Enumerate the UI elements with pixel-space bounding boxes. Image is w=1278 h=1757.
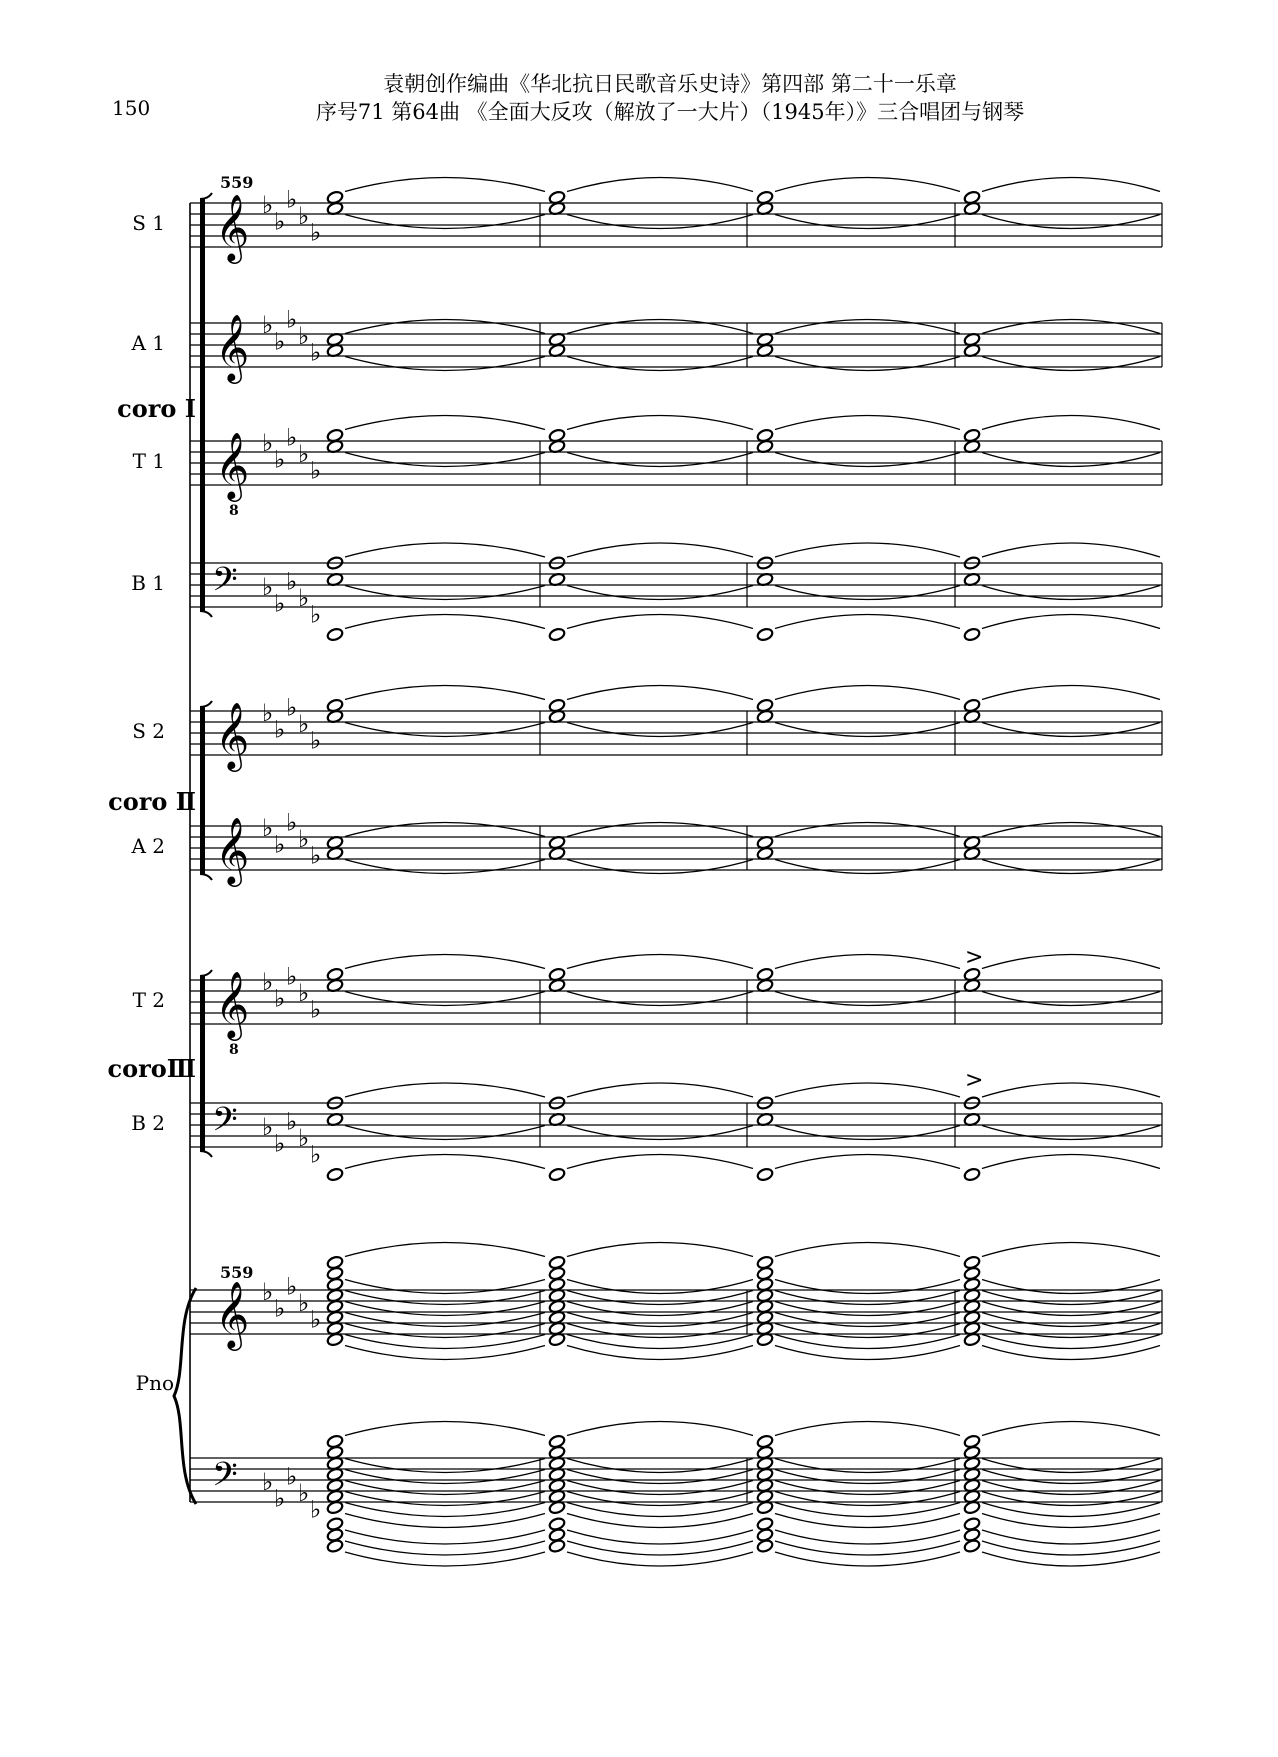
tie: [345, 1514, 545, 1528]
tie: [567, 1552, 753, 1566]
flat-icon: ♭: [298, 584, 310, 612]
tie: [567, 543, 753, 557]
tie: [982, 723, 1160, 737]
tie: [345, 1541, 545, 1555]
tie: [775, 453, 960, 467]
flat-icon: ♭: [298, 1289, 310, 1317]
tie: [345, 1422, 545, 1436]
flat-icon: ♭: [298, 979, 310, 1007]
tie: [982, 543, 1160, 557]
tie: [345, 723, 545, 737]
whole-note: [548, 627, 566, 642]
flat-icon: ♭: [310, 456, 322, 485]
tie: [982, 1291, 1160, 1305]
flat-icon: ♭: [286, 1462, 298, 1491]
tie: [567, 1530, 753, 1544]
tie: [982, 1503, 1160, 1517]
tie: [775, 178, 960, 192]
tie: [567, 178, 753, 192]
flat-icon: ♭: [298, 710, 310, 738]
flat-icon: ♭: [310, 995, 322, 1024]
tie: [345, 686, 545, 700]
piano-staff-bass: [190, 1422, 1162, 1567]
tie: [982, 215, 1160, 229]
tie: [982, 1530, 1160, 1544]
tie: [567, 1335, 753, 1349]
tie: [567, 1346, 753, 1360]
flat-icon: ♭: [262, 968, 274, 996]
staff-label-a1: A 1: [131, 331, 165, 355]
flat-icon: ♭: [274, 1129, 286, 1158]
tie: [345, 320, 545, 334]
tie: [775, 955, 960, 969]
tie: [775, 992, 960, 1006]
tie: [982, 860, 1160, 874]
tie: [982, 453, 1160, 467]
flat-icon: ♭: [262, 573, 274, 601]
header-title-line: 袁朝创作编曲《华北抗日民歌音乐史诗》第四部 第二十一乐章: [383, 72, 957, 96]
tie: [567, 1313, 753, 1327]
tie: [567, 1422, 753, 1436]
flat-icon: ♭: [274, 589, 286, 618]
tie: [567, 586, 753, 600]
flat-icon: ♭: [310, 841, 322, 870]
piano-brace: [174, 1288, 196, 1504]
choir-bracket: [200, 976, 205, 1151]
whole-note: [963, 1167, 981, 1182]
tie: [775, 823, 960, 837]
tie: [567, 860, 753, 874]
flat-icon: ♭: [310, 218, 322, 247]
tie: [982, 1324, 1160, 1338]
tie: [345, 1280, 545, 1294]
accent-icon: >: [965, 1068, 984, 1093]
treble-clef-icon: 𝄞: [215, 431, 250, 499]
tie: [775, 1335, 960, 1349]
tie: [345, 416, 545, 430]
tie: [567, 686, 753, 700]
staff-label-t1: T 1: [132, 449, 165, 473]
tie: [982, 1470, 1160, 1484]
flat-icon: ♭: [298, 440, 310, 468]
tie: [982, 1313, 1160, 1327]
whole-note: [756, 1539, 774, 1554]
tie: [567, 1503, 753, 1517]
flat-icon: ♭: [274, 445, 286, 474]
tie: [982, 1459, 1160, 1473]
tie: [775, 860, 960, 874]
tie: [775, 215, 960, 229]
flat-icon: ♭: [286, 185, 298, 214]
tie: [775, 320, 960, 334]
tie: [982, 1243, 1160, 1257]
flat-icon: ♭: [274, 1484, 286, 1513]
flat-icon: ♭: [274, 327, 286, 356]
whole-note: [756, 627, 774, 642]
flat-icon: ♭: [274, 1294, 286, 1323]
tie: [775, 1541, 960, 1555]
tie: [775, 1459, 960, 1473]
tie: [982, 1126, 1160, 1140]
flat-icon: ♭: [298, 825, 310, 853]
tie: [567, 453, 753, 467]
tie: [345, 1083, 545, 1097]
flat-icon: ♭: [274, 984, 286, 1013]
tie: [775, 1503, 960, 1517]
tie: [775, 1422, 960, 1436]
staff-s2: [190, 686, 1162, 773]
flat-icon: ♭: [262, 1113, 274, 1141]
tie: [982, 1422, 1160, 1436]
tie: [775, 1481, 960, 1495]
tie: [775, 1346, 960, 1360]
staff-a2: [190, 809, 1162, 888]
whole-note: [548, 1167, 566, 1182]
flat-icon: ♭: [310, 338, 322, 367]
whole-note: [963, 627, 981, 642]
tie: [567, 992, 753, 1006]
flat-icon: ♭: [262, 191, 274, 219]
flat-icon: ♭: [262, 699, 274, 727]
flat-icon: ♭: [310, 600, 322, 629]
tie: [567, 615, 753, 629]
tie: [775, 357, 960, 371]
flat-icon: ♭: [262, 311, 274, 339]
tie: [345, 1503, 545, 1517]
tie: [775, 543, 960, 557]
tie: [345, 1155, 545, 1169]
flat-icon: ♭: [274, 207, 286, 236]
tie: [982, 615, 1160, 629]
tie: [345, 955, 545, 969]
tie: [345, 1481, 545, 1495]
tie: [982, 416, 1160, 430]
whole-note: [326, 1167, 344, 1182]
choir-group-label: coro Ⅰ: [117, 394, 196, 423]
piano-staff-treble: [190, 1243, 1162, 1360]
treble-clef-icon: 𝄞: [215, 313, 250, 381]
tie: [982, 1492, 1160, 1506]
tie: [345, 823, 545, 837]
flat-icon: ♭: [274, 715, 286, 744]
tie: [982, 1335, 1160, 1349]
flat-icon: ♭: [310, 1140, 322, 1169]
tie: [345, 178, 545, 192]
flat-icon: ♭: [262, 1278, 274, 1306]
piano-label: Pno.: [135, 1371, 180, 1395]
flat-icon: ♭: [274, 830, 286, 859]
flat-icon: ♭: [286, 305, 298, 334]
staff-label-s2: S 2: [132, 719, 165, 743]
tie: [982, 178, 1160, 192]
tie: [775, 1324, 960, 1338]
tie: [345, 860, 545, 874]
tie: [775, 686, 960, 700]
staff-label-b1: B 1: [131, 571, 165, 595]
treble-clef-icon: 𝄞: [215, 1280, 250, 1348]
staff-b1: [190, 543, 1162, 642]
flat-icon: ♭: [286, 567, 298, 596]
flat-icon: ♭: [286, 962, 298, 991]
tie: [345, 1313, 545, 1327]
tie: [982, 1083, 1160, 1097]
tie: [982, 1514, 1160, 1528]
tie: [982, 320, 1160, 334]
treble-clef-icon: 𝄞: [215, 701, 250, 769]
treble-clef-icon: 𝄞: [215, 816, 250, 884]
tie: [775, 1530, 960, 1544]
tie: [345, 586, 545, 600]
tie: [345, 1243, 545, 1257]
whole-note: [326, 627, 344, 642]
treble-clef-icon: 𝄞: [215, 970, 250, 1038]
tie: [567, 1514, 753, 1528]
tie: [345, 1302, 545, 1316]
tie: [775, 1126, 960, 1140]
tie: [345, 1530, 545, 1544]
tie: [567, 320, 753, 334]
flat-icon: ♭: [262, 814, 274, 842]
tie: [982, 1552, 1160, 1566]
tie: [345, 1552, 545, 1566]
tie: [345, 1470, 545, 1484]
flat-icon: ♭: [286, 1107, 298, 1136]
flat-icon: ♭: [310, 726, 322, 755]
tie: [345, 615, 545, 629]
tie: [567, 1459, 753, 1473]
tie: [345, 357, 545, 371]
tie: [567, 416, 753, 430]
tie: [775, 586, 960, 600]
octave-mark: 8: [229, 503, 239, 519]
bass-clef-icon: 𝄢: [212, 1101, 238, 1147]
staff-s1: [190, 178, 1162, 265]
tie: [345, 453, 545, 467]
page-number: 150: [112, 96, 151, 120]
tie: [345, 215, 545, 229]
flat-icon: ♭: [298, 1479, 310, 1507]
tie: [567, 1126, 753, 1140]
flat-icon: ♭: [262, 1468, 274, 1496]
tie: [775, 1514, 960, 1528]
tie: [345, 1459, 545, 1473]
flat-icon: ♭: [298, 1124, 310, 1152]
piano-measure-number: 559: [220, 1263, 254, 1282]
tie: [567, 1470, 753, 1484]
tie: [567, 823, 753, 837]
flat-icon: ♭: [286, 1272, 298, 1301]
measure-number: 559: [220, 173, 254, 192]
tie: [982, 686, 1160, 700]
tie: [775, 1552, 960, 1566]
tie: [345, 1126, 545, 1140]
tie: [567, 1083, 753, 1097]
tie: [982, 1481, 1160, 1495]
tie: [567, 1541, 753, 1555]
tie: [775, 1243, 960, 1257]
whole-note: [548, 1539, 566, 1554]
tie: [567, 1291, 753, 1305]
tie: [982, 1155, 1160, 1169]
tie: [982, 357, 1160, 371]
tie: [775, 723, 960, 737]
tie: [567, 955, 753, 969]
accent-icon: >: [965, 945, 984, 970]
bass-clef-icon: 𝄢: [212, 1456, 238, 1502]
flat-icon: ♭: [286, 808, 298, 837]
tie: [775, 1291, 960, 1305]
staves: [190, 178, 1162, 1567]
tie: [775, 1313, 960, 1327]
tie: [775, 1492, 960, 1506]
staff-t2: [190, 945, 1162, 1058]
tie: [982, 1280, 1160, 1294]
tie: [567, 215, 753, 229]
tie: [567, 1324, 753, 1338]
flat-icon: ♭: [262, 429, 274, 457]
tie: [567, 1155, 753, 1169]
tie: [775, 615, 960, 629]
tie: [982, 992, 1160, 1006]
flat-icon: ♭: [298, 322, 310, 350]
flat-icon: ♭: [286, 693, 298, 722]
tie: [567, 1481, 753, 1495]
whole-note: [326, 1539, 344, 1554]
tie: [345, 543, 545, 557]
tie: [982, 1541, 1160, 1555]
tie: [345, 1324, 545, 1338]
staff-a1: [190, 306, 1162, 385]
tie: [982, 586, 1160, 600]
tie: [982, 1346, 1160, 1360]
tie: [982, 955, 1160, 969]
staff-t1: [190, 416, 1162, 520]
tie: [345, 1335, 545, 1349]
choir-group-label: coro Ⅱ: [108, 787, 196, 816]
staff-label-a2: A 2: [131, 834, 165, 858]
treble-clef-icon: 𝄞: [215, 193, 250, 261]
choir-bracket: [200, 199, 205, 611]
tie: [567, 723, 753, 737]
flat-icon: ♭: [310, 1305, 322, 1334]
whole-note: [963, 1539, 981, 1554]
tie: [775, 1083, 960, 1097]
flat-icon: ♭: [298, 202, 310, 230]
tie: [345, 1492, 545, 1506]
tie: [775, 416, 960, 430]
tie: [567, 1243, 753, 1257]
tie: [345, 1291, 545, 1305]
whole-note: [756, 1167, 774, 1182]
choir-bracket: [200, 707, 205, 874]
tie: [775, 1155, 960, 1169]
tie: [567, 1302, 753, 1316]
header-subtitle-line: 序号71 第64曲 《全面大反攻（解放了一大片）（1945年）》三合唱团与钢琴: [315, 100, 1025, 124]
staff-label-s1: S 1: [132, 211, 165, 235]
tie: [567, 1280, 753, 1294]
staff-b2: [190, 1068, 1162, 1182]
flat-icon: ♭: [310, 1495, 322, 1524]
bass-clef-icon: 𝄢: [212, 561, 238, 607]
tie: [567, 357, 753, 371]
tie: [982, 823, 1160, 837]
tie: [775, 1302, 960, 1316]
tie: [775, 1470, 960, 1484]
tie: [345, 1346, 545, 1360]
tie: [775, 1280, 960, 1294]
octave-mark: 8: [229, 1042, 239, 1058]
tie: [567, 1492, 753, 1506]
flat-icon: ♭: [286, 423, 298, 452]
staff-label-b2: B 2: [131, 1111, 165, 1135]
choir-group-label: coroⅢ: [107, 1054, 196, 1083]
tie: [345, 992, 545, 1006]
staff-label-t2: T 2: [132, 988, 165, 1012]
tie: [982, 1302, 1160, 1316]
